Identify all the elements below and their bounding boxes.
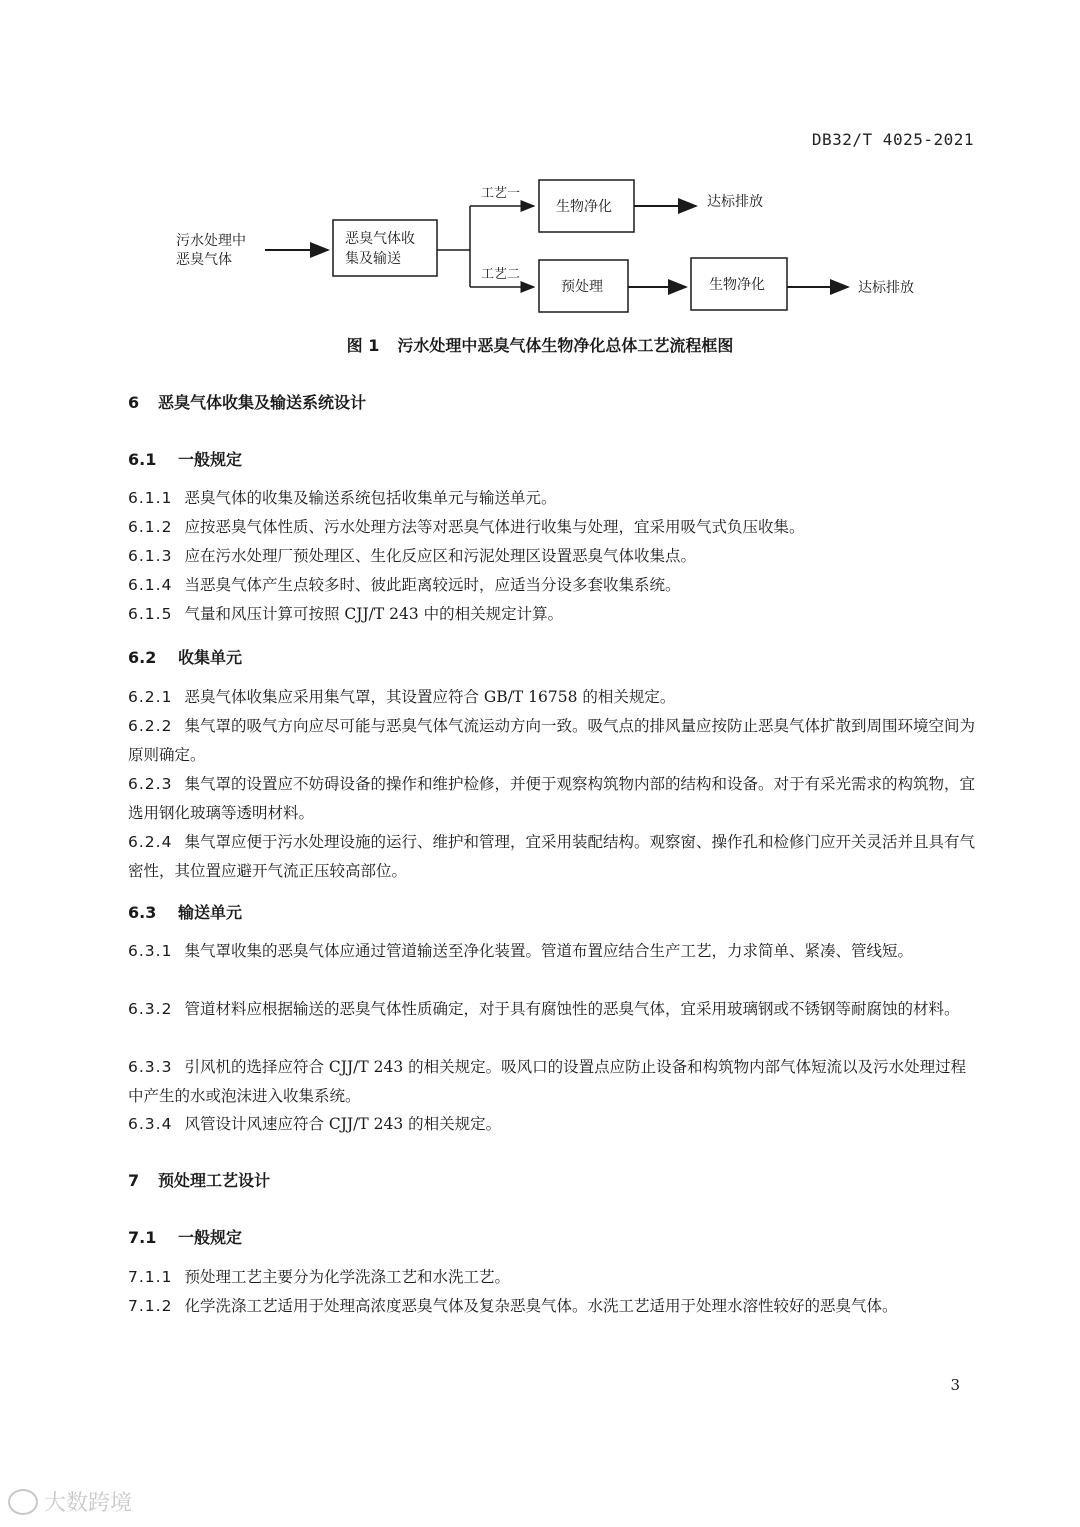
clause-7-1-2 bbox=[128, 1292, 976, 1321]
clause-6-2-1 bbox=[128, 683, 976, 712]
heading-7-1 bbox=[128, 1225, 242, 1248]
clause-text: 预处理工艺主要分为化学洗涤工艺和水洗工艺。 bbox=[184, 1268, 510, 1286]
heading-number: 7.1 bbox=[128, 1228, 157, 1247]
flow-collect-line1: 恶臭气体收 bbox=[345, 231, 415, 247]
clause-6-3-4 bbox=[128, 1110, 976, 1139]
clause-number: 6.2.1 bbox=[128, 688, 173, 706]
heading-title: 输送单元 bbox=[178, 903, 243, 922]
page-number: 3 bbox=[950, 1376, 960, 1394]
clause-number: 7.1.2 bbox=[128, 1297, 173, 1315]
clause-6-2-4 bbox=[128, 828, 976, 886]
flow-box-collect bbox=[333, 220, 437, 276]
clause-number: 6.3.4 bbox=[128, 1115, 173, 1133]
clause-text: 集气罩的设置应不妨碍设备的操作和维护检修，并便于观察构筑物内部的结构和设备。对于有采光需求的构筑物，宜选用钢化玻璃等透明材料。 bbox=[128, 775, 975, 822]
clause-6-3-2 bbox=[128, 995, 976, 1024]
clause-number: 6.2.4 bbox=[128, 833, 173, 851]
clause-number: 6.2.3 bbox=[128, 775, 173, 793]
clause-text: 化学洗涤工艺适用于处理高浓度恶臭气体及复杂恶臭气体。水洗工艺适用于处理水溶性较好的恶臭气体。 bbox=[184, 1297, 898, 1315]
standard-code: DB32/T 4025-2021 bbox=[811, 130, 974, 149]
clause-text: 气量和风压计算可按照 CJJ/T 243 中的相关规定计算。 bbox=[184, 605, 564, 623]
heading-6-1 bbox=[128, 447, 242, 470]
clause-text: 应按恶臭气体性质、污水处理方法等对恶臭气体进行收集与处理，宜采用吸气式负压收集。 bbox=[184, 518, 805, 536]
figure-number: 图 1 bbox=[346, 336, 380, 355]
heading-number: 7 bbox=[128, 1171, 140, 1190]
clause-6-1-4 bbox=[128, 571, 976, 600]
clause-text: 管道材料应根据输送的恶臭气体性质确定，对于具有腐蚀性的恶臭气体，宜采用玻璃钢或不锈钢等耐腐蚀的材料。 bbox=[184, 1000, 960, 1018]
flow-input-line2: 恶臭气体 bbox=[176, 252, 232, 268]
clause-number: 6.1.2 bbox=[128, 518, 173, 536]
flow-input-line1: 污水处理中 bbox=[176, 233, 246, 249]
flow-pre-label: 预处理 bbox=[561, 279, 603, 295]
flow-bio2-label: 生物净化 bbox=[709, 277, 765, 293]
clause-number: 6.1.5 bbox=[128, 605, 173, 623]
clause-6-1-3 bbox=[128, 542, 976, 571]
clause-number: 6.3.3 bbox=[128, 1058, 173, 1076]
clause-6-2-2 bbox=[128, 712, 976, 770]
heading-title: 一般规定 bbox=[178, 450, 243, 469]
clause-number: 6.2.2 bbox=[128, 717, 173, 735]
flow-out2-label: 达标排放 bbox=[858, 280, 914, 296]
clause-6-3-1 bbox=[128, 937, 976, 966]
clause-number: 6.3.2 bbox=[128, 1000, 173, 1018]
clause-6-2-3 bbox=[128, 770, 976, 828]
clause-number: 6.1.4 bbox=[128, 576, 173, 594]
figure-title: 污水处理中恶臭气体生物净化总体工艺流程框图 bbox=[397, 336, 734, 355]
clause-text: 引风机的选择应符合 CJJ/T 243 的相关规定。吸风口的设置点应防止设备和构筑物内部气体短流以及污水处理过程中产生的水或泡沫进入收集系统。 bbox=[128, 1058, 967, 1105]
clause-number: 6.1.1 bbox=[128, 489, 173, 507]
clause-number: 7.1.1 bbox=[128, 1268, 173, 1286]
clause-text: 集气罩收集的恶臭气体应通过管道输送至净化装置。管道布置应结合生产工艺，力求简单、紧凑、管线短。 bbox=[184, 942, 913, 960]
clause-7-1-1 bbox=[128, 1263, 976, 1292]
heading-6 bbox=[128, 390, 366, 413]
heading-number: 6 bbox=[128, 393, 140, 412]
clause-6-1-1 bbox=[128, 484, 976, 513]
clause-text: 当恶臭气体产生点较多时、彼此距离较远时，应适当分设多套收集系统。 bbox=[184, 576, 681, 594]
heading-title: 一般规定 bbox=[178, 1228, 243, 1247]
heading-6-3 bbox=[128, 900, 242, 923]
clause-text: 恶臭气体的收集及输送系统包括收集单元与输送单元。 bbox=[184, 489, 557, 507]
watermark bbox=[8, 1486, 132, 1517]
clause-number: 6.3.1 bbox=[128, 942, 173, 960]
clause-text: 集气罩应便于污水处理设施的运行、维护和管理，宜采用装配结构。观察窗、操作孔和检修门应开关灵活并且具有气密性，其位置应避开气流正压较高部位。 bbox=[128, 833, 975, 880]
clause-6-1-2 bbox=[128, 513, 976, 542]
flow-bio1-label: 生物净化 bbox=[556, 199, 612, 215]
flow-branch2-label: 工艺二 bbox=[481, 267, 521, 282]
heading-number: 6.1 bbox=[128, 450, 157, 469]
clause-text: 集气罩的吸气方向应尽可能与恶臭气体气流运动方向一致。吸气点的排风量应按防止恶臭气体扩散到周围环境空间为原则确定。 bbox=[128, 717, 975, 764]
figure-caption bbox=[0, 333, 1080, 356]
watermark-logo-icon bbox=[8, 1489, 38, 1515]
heading-title: 收集单元 bbox=[178, 648, 243, 667]
clause-number: 6.1.3 bbox=[128, 547, 173, 565]
flowchart-svg bbox=[0, 0, 1080, 330]
heading-title: 预处理工艺设计 bbox=[158, 1171, 271, 1190]
flow-collect-line2: 集及输送 bbox=[345, 251, 401, 267]
clause-6-3-3 bbox=[128, 1053, 976, 1111]
clause-text: 恶臭气体收集应采用集气罩，其设置应符合 GB/T 16758 的相关规定。 bbox=[184, 688, 676, 706]
heading-6-2 bbox=[128, 645, 242, 668]
flow-branch1-label: 工艺一 bbox=[481, 186, 521, 201]
flow-out1-label: 达标排放 bbox=[707, 194, 763, 210]
heading-number: 6.3 bbox=[128, 903, 157, 922]
heading-title: 恶臭气体收集及输送系统设计 bbox=[158, 393, 367, 412]
heading-number: 6.2 bbox=[128, 648, 157, 667]
clause-text: 风管设计风速应符合 CJJ/T 243 的相关规定。 bbox=[184, 1115, 502, 1133]
heading-7 bbox=[128, 1168, 270, 1191]
clause-text: 应在污水处理厂预处理区、生化反应区和污泥处理区设置恶臭气体收集点。 bbox=[184, 547, 696, 565]
clause-6-1-5 bbox=[128, 600, 976, 629]
watermark-text: 大数跨境 bbox=[44, 1491, 133, 1516]
